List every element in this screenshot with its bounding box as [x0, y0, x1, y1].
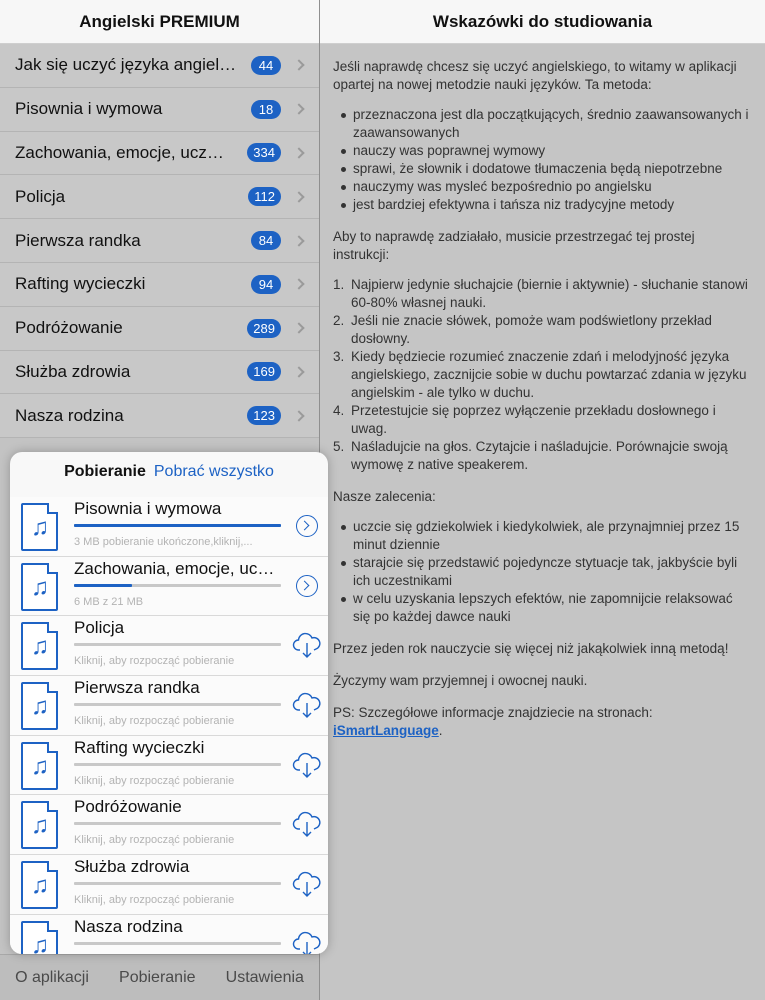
step-number: 2. [333, 313, 345, 328]
count-badge: 334 [247, 143, 281, 162]
step-number: 4. [333, 403, 345, 418]
step-number: 3. [333, 349, 345, 364]
progress-bar [74, 584, 281, 587]
chevron-right-icon [293, 235, 304, 246]
detail-pane [320, 0, 765, 1000]
topic-label: Służba zdrowia [15, 361, 131, 381]
cloud-download-icon[interactable] [292, 869, 322, 899]
download-item[interactable] [10, 915, 328, 954]
master-title: Angielski PREMIUM [0, 0, 319, 44]
download-name: Nasza rodzina [74, 916, 183, 936]
feature-item: przeznaczona jest dla początkujących, średnio zaawansowanych i zaawansowanych [341, 106, 751, 142]
download-item[interactable] [10, 795, 328, 855]
detail-body [320, 44, 765, 740]
topic-label: Zachowania, emocje, ucz… [15, 142, 224, 162]
topic-list [0, 44, 319, 438]
download-status: Kliknij, aby rozpocząć pobieranie [74, 774, 235, 787]
download-item[interactable] [10, 616, 328, 676]
step-text: Jeśli nie znacie słówek, pomoże wam podświetlony przekład dosłowny. [351, 313, 712, 346]
music-note-icon: ♫ [31, 752, 49, 780]
topic-row[interactable] [0, 44, 319, 88]
progress-bar [74, 763, 281, 766]
recommendation-item: w celu uzyskania lepszych efektów, nie zapomnijcie relaksować się po każdej dawce nauki [341, 590, 751, 626]
topic-row[interactable] [0, 219, 319, 263]
progress-bar [74, 703, 281, 706]
promise-text: Przez jeden rok nauczycie się więcej niż jakąkolwiek inną metodą! [333, 641, 729, 656]
count-badge: 123 [247, 406, 281, 425]
music-note-icon: ♫ [31, 872, 49, 900]
download-name: Służba zdrowia [74, 857, 190, 877]
progress-fill [74, 524, 281, 527]
topic-label: Pierwsza randka [15, 230, 141, 250]
download-status: 6 MB z 21 MB [74, 595, 144, 608]
cloud-download-icon[interactable] [292, 630, 322, 660]
recommendation-item: starajcie się przedstawić pojedyncze stytuacje tak, jakbyście byli ich uczestnikami [341, 554, 751, 590]
topic-label: Podróżowanie [15, 318, 123, 338]
download-status: Kliknij, aby rozpocząć pobieranie [74, 715, 235, 728]
chevron-right-icon [293, 279, 304, 290]
download-name: Pisownia i wymowa [74, 499, 222, 518]
music-file-icon [21, 503, 58, 551]
open-arrow-icon[interactable] [296, 515, 318, 537]
feature-item: nauczymy was mysleć bezpośrednio po angielsku [341, 178, 751, 196]
recommendation-item: uczcie się gdziekolwiek i kiedykolwiek, ale przynajmniej przez 15 minut dziennie [341, 518, 751, 554]
step-item [333, 402, 751, 438]
progress-bar [74, 942, 281, 945]
download-list [10, 497, 328, 954]
download-name: Rafting wycieczki [74, 737, 205, 757]
music-note-icon: ♫ [31, 931, 49, 954]
wish-text: Życzymy wam przyjemnej i owocnej nauki. [333, 673, 588, 688]
music-note-icon: ♫ [31, 812, 49, 840]
download-item[interactable] [10, 676, 328, 736]
count-badge: 289 [247, 319, 281, 338]
step-number: 1. [333, 277, 345, 292]
ps-text [333, 704, 751, 740]
topic-label: Policja [15, 186, 66, 206]
cloud-download-icon[interactable] [292, 929, 322, 954]
chevron-right-icon [293, 191, 304, 202]
download-item[interactable] [10, 497, 328, 557]
downloads-popover [10, 452, 328, 954]
music-file-icon [21, 682, 58, 730]
tab-about[interactable]: O aplikacji [15, 968, 89, 986]
step-text: Przetestujcie się poprzez wyłączenie przekładu dosłownego i uwag. [351, 403, 716, 436]
progress-bar [74, 882, 281, 885]
step-text: Naśladujcie na głos. Czytajcie i naśladujcie. Porównajcie swoją wymowę z native speakerem. [351, 439, 728, 472]
progress-bar [74, 643, 281, 646]
cloud-download-icon[interactable] [292, 690, 322, 720]
recommendations-list [341, 518, 751, 626]
tab-downloads[interactable]: Pobieranie [119, 968, 196, 986]
features-list [341, 106, 751, 214]
ismartlanguage-link[interactable]: iSmartLanguage [333, 723, 439, 738]
topic-row[interactable] [0, 263, 319, 307]
music-file-icon [21, 801, 58, 849]
topic-row[interactable] [0, 307, 319, 351]
count-badge: 18 [251, 100, 281, 119]
step-item [333, 438, 751, 474]
count-badge: 112 [248, 187, 281, 206]
download-status: Kliknij, aby rozpocząć pobieranie [74, 894, 235, 907]
open-arrow-icon[interactable] [296, 575, 318, 597]
step-text: Kiedy będziecie rozumieć znaczenie zdań i melodyjność języka angielskiego, zacznijcie sobie w duchu powtarzać zdania w języku angielskim - ale tylko w duchu. [351, 349, 747, 400]
step-number: 5. [333, 439, 345, 454]
tab-settings[interactable]: Ustawienia [225, 968, 304, 986]
intro-text: Jeśli naprawdę chcesz się uczyć angielskiego, to witamy w aplikacji opartej na nowej metodzie nauki języków. Ta metoda: [333, 59, 737, 92]
download-status: Kliknij, aby rozpocząć pobieranie [74, 834, 235, 847]
steps-list [333, 276, 751, 474]
download-name: Policja [74, 618, 125, 638]
step-item [333, 312, 751, 348]
cloud-download-icon[interactable] [292, 750, 322, 780]
topic-row[interactable] [0, 88, 319, 132]
download-item[interactable] [10, 557, 328, 617]
ps-label: PS: Szczegółowe informacje znajdziecie na stronach: [333, 705, 653, 720]
progress-fill [74, 584, 132, 587]
step-text: Najpierw jedynie słuchajcie (biernie i aktywnie) - słuchanie stanowi 60-80% własnej nauki. [351, 277, 748, 310]
chevron-right-icon [293, 60, 304, 71]
topic-label: Pisownia i wymowa [15, 99, 163, 119]
topic-label: Jak się uczyć języka angiel… [15, 55, 237, 75]
music-file-icon [21, 622, 58, 670]
popover-header [10, 452, 328, 492]
popover-title: Pobieranie [64, 463, 146, 480]
detail-title: Wskazówki do studiowania [320, 0, 765, 44]
count-badge: 94 [251, 275, 281, 294]
download-name: Pierwsza randka [74, 678, 200, 698]
topic-label: Rafting wycieczki [15, 274, 146, 294]
topic-row[interactable] [0, 175, 319, 219]
count-badge: 44 [251, 56, 281, 75]
music-note-icon: ♫ [31, 693, 49, 721]
topic-row[interactable] [0, 394, 319, 438]
recommendations-intro: Nasze zalecenia: [333, 489, 436, 504]
step-item [333, 276, 751, 312]
download-name: Podróżowanie [74, 797, 182, 817]
chevron-right-icon [293, 366, 304, 377]
music-note-icon: ♫ [31, 573, 49, 601]
tab-bar [0, 954, 319, 1000]
instructions-intro: Aby to naprawdę zadziałało, musicie przestrzegać tej prostej instrukcji: [333, 229, 695, 262]
topic-row[interactable] [0, 132, 319, 176]
feature-item: sprawi, że słownik i dodatowe tłumaczenia będą niepotrzebne [341, 160, 751, 178]
count-badge: 169 [247, 362, 281, 381]
music-file-icon [21, 921, 58, 954]
chevron-right-icon [293, 410, 304, 421]
music-file-icon [21, 563, 58, 611]
download-item[interactable] [10, 855, 328, 915]
download-item[interactable] [10, 736, 328, 796]
download-status: 3 MB pobieranie ukończone,kliknij,... [74, 536, 253, 548]
step-item [333, 348, 751, 402]
chevron-right-icon [293, 104, 304, 115]
cloud-download-icon[interactable] [292, 809, 322, 839]
download-all-button[interactable]: Pobrać wszystko [153, 463, 274, 480]
download-name: Zachowania, emocje, uc… [74, 558, 275, 578]
feature-item: nauczy was poprawnej wymowy [341, 142, 751, 160]
progress-bar [74, 822, 281, 825]
chevron-right-icon [293, 147, 304, 158]
feature-item: jest bardziej efektywna i tańsza niz tradycyjne metody [341, 196, 751, 214]
progress-bar [74, 524, 281, 527]
download-status: Kliknij, aby rozpocząć pobieranie [74, 655, 235, 668]
topic-row[interactable] [0, 351, 319, 395]
music-note-icon: ♫ [31, 633, 49, 661]
chevron-right-icon [293, 323, 304, 334]
count-badge: 84 [251, 231, 281, 250]
music-note-icon: ♫ [31, 514, 49, 541]
topic-label: Nasza rodzina [15, 405, 124, 425]
music-file-icon [21, 861, 58, 909]
music-file-icon [21, 742, 58, 790]
link-suffix: . [438, 723, 443, 738]
